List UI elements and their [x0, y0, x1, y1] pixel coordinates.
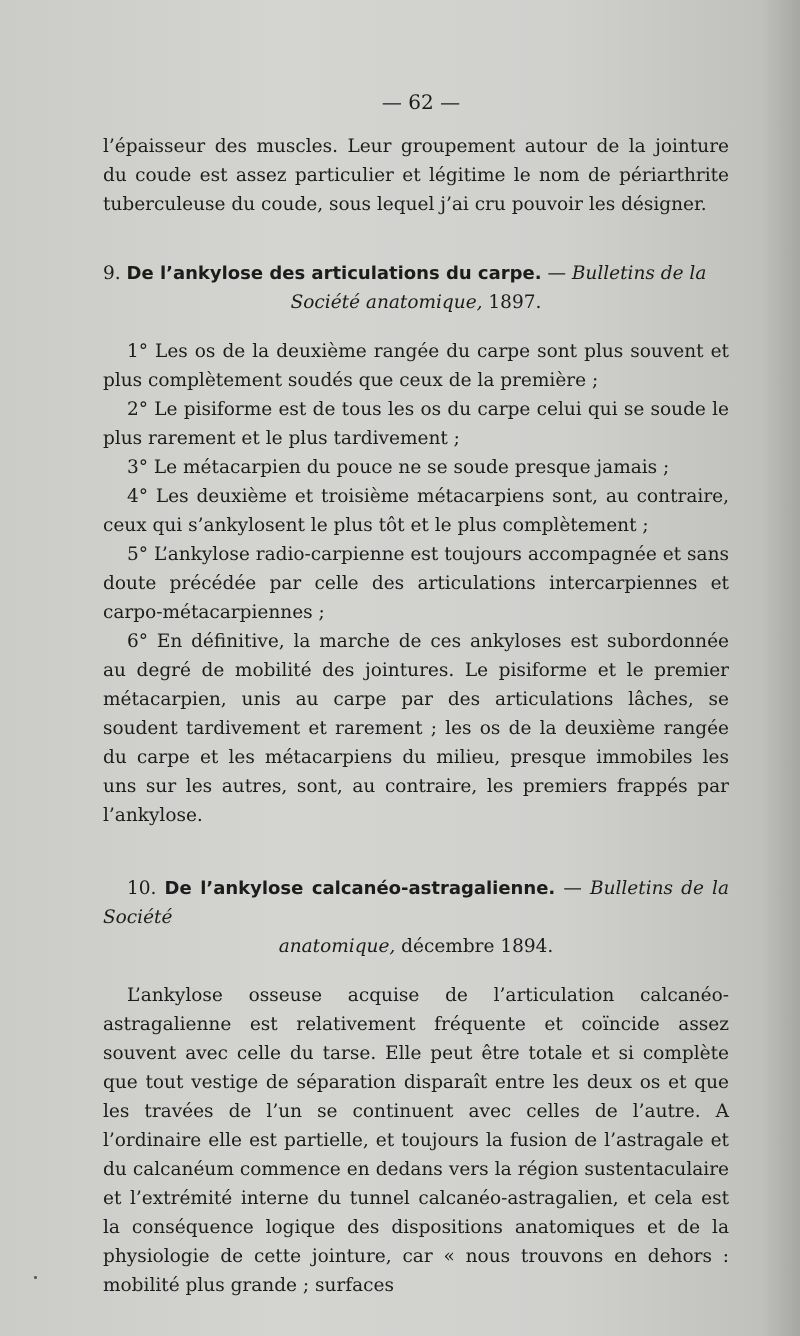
section-9-item: 6° En définitive, la marche de ces ankyloses est subordonnée au degré de mobilité des jointures. Le pisiforme et le premier métacarpien, unis au carpe par des articulations lâches, se soudent tardivement et rarement ; les os de la deuxième rangée du carpe et les métacarpiens du milieu, presque immobiles les uns sur les autres, sont, au contraire, les premiers frappés par l’ankylose.	[103, 631, 729, 826]
section-10-date: décembre 1894.	[395, 936, 554, 957]
section-9-item: 1° Les os de la deuxième rangée du carpe sont plus souvent et plus complètement soudés que ceux de la première ;	[103, 341, 729, 391]
section-10-number: 10.	[127, 878, 157, 899]
section-10-source-line	[103, 932, 729, 961]
section-9-item: 2° Le pisiforme est de tous les os du carpe celui qui se soude le plus rarement et le plus tardivement ;	[103, 399, 729, 449]
section-9-item: 4° Les deuxième et troisième métacarpiens sont, au contraire, ceux qui s’ankylosent le plus tôt et le plus complètement ;	[103, 486, 729, 536]
section-9-heading	[103, 259, 729, 288]
section-10-dash: —	[555, 878, 590, 899]
ink-speck	[34, 1276, 37, 1279]
section-9-year: 1897.	[482, 292, 542, 313]
section-10-source-a: Bulletins de la Société	[103, 878, 729, 928]
section-9-item: 3° Le métacarpien du pouce ne se soude presque jamais ;	[127, 457, 670, 478]
section-9-source-line	[103, 288, 729, 317]
section-9-title: De l’ankylose des articulations du carpe.	[126, 263, 542, 284]
section-10-source-b: anatomique,	[278, 936, 396, 957]
section-10-body: L’ankylose osseuse acquise de l’articulation calcanéo-astragalienne est relativement fréquente et coïncide assez souvent avec celle du tarse. Elle peut être totale et si complète que tout vestige de séparation disparaît entre les deux os et que les travées de l’un se continuent avec celles de l’autre. A l’ordinaire elle est partielle, et toujours la fusion de l’astragale et du calcanéum commence en dedans vers la région sustentaculaire et l’extrémité interne du tunnel calcanéo-astragalien, et cela est la conséquence logique des dispositions anatomiques et de la physiologie de cette jointure, car « nous trouvons en dehors : mobilité plus grande ; surfaces	[103, 985, 729, 1296]
intro-paragraph: l’épaisseur des muscles. Leur groupement autour de la jointure du coude est assez particulier et légitime le nom de périarthrite tuberculeuse du coude, sous lequel j’ai cru pouvoir les désigner.	[103, 136, 729, 215]
text-column	[103, 90, 729, 1300]
section-9-dash: —	[541, 263, 572, 284]
section-10-heading	[103, 874, 729, 932]
section-10-title: De l’ankylose calcanéo-astragalienne.	[164, 878, 556, 899]
section-9-source: Société anatomique,	[290, 292, 483, 313]
section-9-source-a: Bulletins de la	[571, 263, 707, 284]
section-9-item: 5° L’ankylose radio-carpienne est toujours accompagnée et sans doute précédée par celle des articulations intercarpiennes et carpo-métacarpiennes ;	[103, 544, 729, 623]
page-number: — 62 —	[381, 90, 461, 114]
page-edge-shadow	[760, 0, 800, 1336]
section-9-number: 9.	[103, 263, 121, 284]
